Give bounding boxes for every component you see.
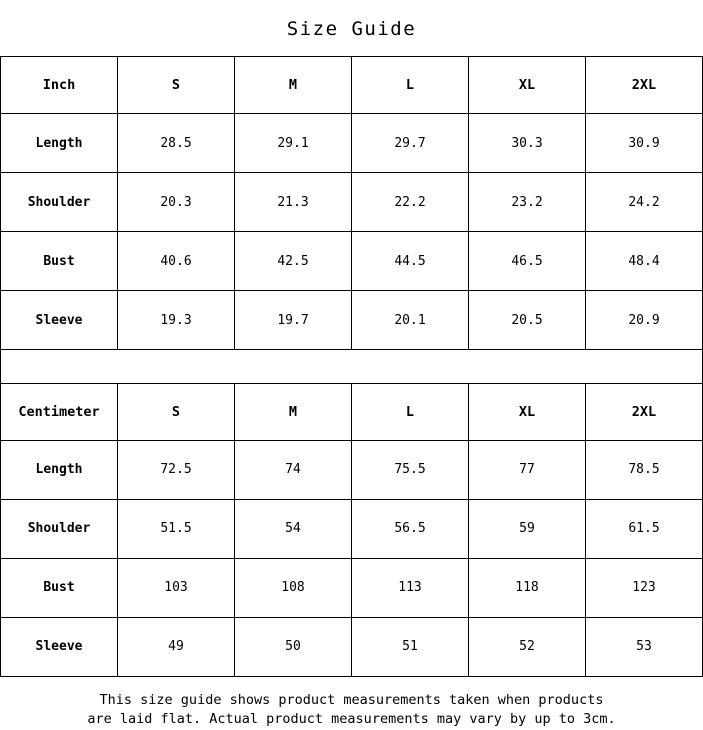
- cell-value: 20.9: [586, 291, 703, 350]
- row-label-shoulder: Shoulder: [1, 173, 118, 232]
- table-header-row: [1, 57, 703, 114]
- cell-value: 20.5: [469, 291, 586, 350]
- cell-value: 50: [235, 617, 352, 676]
- cell-value: 56.5: [352, 499, 469, 558]
- cell-value: 103: [118, 558, 235, 617]
- page-title: Size Guide: [286, 18, 417, 40]
- table-row: [1, 173, 703, 232]
- column-header-2xl: 2XL: [586, 57, 703, 114]
- cell-value: 30.9: [586, 114, 703, 173]
- row-label-length: Length: [1, 440, 118, 499]
- cell-value: 54: [235, 499, 352, 558]
- cell-value: 44.5: [352, 232, 469, 291]
- table-row: [1, 440, 703, 499]
- cell-value: 52: [469, 617, 586, 676]
- cell-value: 40.6: [118, 232, 235, 291]
- column-header-2xl: 2XL: [586, 383, 703, 440]
- cell-value: 29.7: [352, 114, 469, 173]
- cell-value: 30.3: [469, 114, 586, 173]
- cell-value: 19.3: [118, 291, 235, 350]
- column-header-m: M: [235, 57, 352, 114]
- cell-value: 113: [352, 558, 469, 617]
- cell-value: 123: [586, 558, 703, 617]
- cell-value: 51: [352, 617, 469, 676]
- cell-value: 118: [469, 558, 586, 617]
- size-table-centimeter: [0, 383, 703, 677]
- column-header-s: S: [118, 383, 235, 440]
- cell-value: 28.5: [118, 114, 235, 173]
- row-label-sleeve: Sleeve: [1, 617, 118, 676]
- row-label-bust: Bust: [1, 558, 118, 617]
- footer-note-line1: This size guide shows product measurements taken when products: [99, 691, 604, 708]
- cell-value: 23.2: [469, 173, 586, 232]
- cell-value: 108: [235, 558, 352, 617]
- column-header-l: L: [352, 57, 469, 114]
- column-header-xl: XL: [469, 383, 586, 440]
- cell-value: 20.1: [352, 291, 469, 350]
- cell-value: 22.2: [352, 173, 469, 232]
- row-label-bust: Bust: [1, 232, 118, 291]
- table-row: [1, 499, 703, 558]
- cell-value: 20.3: [118, 173, 235, 232]
- cell-value: 24.2: [586, 173, 703, 232]
- table-separator: [0, 350, 703, 383]
- column-header-xl: XL: [469, 57, 586, 114]
- cell-value: 72.5: [118, 440, 235, 499]
- cell-value: 77: [469, 440, 586, 499]
- cell-value: 46.5: [469, 232, 586, 291]
- cell-value: 51.5: [118, 499, 235, 558]
- column-header-s: S: [118, 57, 235, 114]
- cell-value: 21.3: [235, 173, 352, 232]
- table-row: [1, 617, 703, 676]
- cell-value: 29.1: [235, 114, 352, 173]
- footer-note: [0, 677, 703, 730]
- row-label-shoulder: Shoulder: [1, 499, 118, 558]
- cell-value: 49: [118, 617, 235, 676]
- cell-value: 75.5: [352, 440, 469, 499]
- row-label-length: Length: [1, 114, 118, 173]
- cell-value: 74: [235, 440, 352, 499]
- size-table-inch: [0, 56, 703, 350]
- cell-value: 19.7: [235, 291, 352, 350]
- cell-value: 53: [586, 617, 703, 676]
- table-row: [1, 558, 703, 617]
- table-row: [1, 114, 703, 173]
- table-header-row: [1, 383, 703, 440]
- row-label-sleeve: Sleeve: [1, 291, 118, 350]
- cell-value: 48.4: [586, 232, 703, 291]
- column-header-m: M: [235, 383, 352, 440]
- unit-label-centimeter: Centimeter: [1, 383, 118, 440]
- cell-value: 42.5: [235, 232, 352, 291]
- column-header-l: L: [352, 383, 469, 440]
- table-row: [1, 291, 703, 350]
- cell-value: 61.5: [586, 499, 703, 558]
- table-row: [1, 232, 703, 291]
- unit-label-inch: Inch: [1, 57, 118, 114]
- footer-note-line2: are laid flat. Actual product measurements may vary by up to 3cm.: [87, 711, 616, 728]
- cell-value: 78.5: [586, 440, 703, 499]
- cell-value: 59: [469, 499, 586, 558]
